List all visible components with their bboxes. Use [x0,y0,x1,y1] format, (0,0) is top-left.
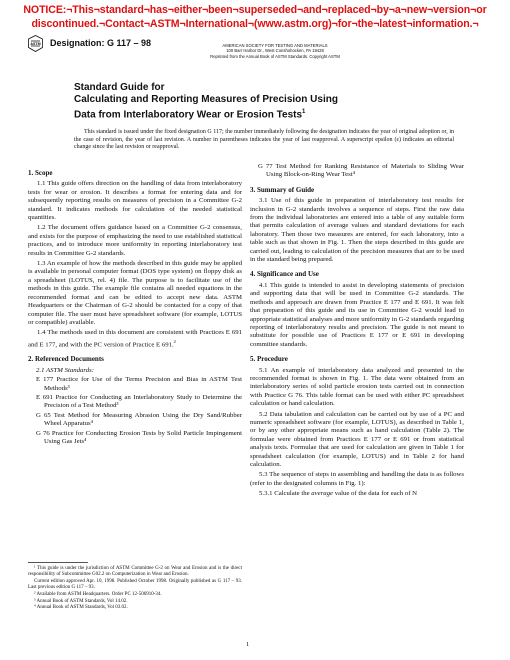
paragraph-5-2: 5.2 Data tabulation and calculation can be carried out by use of a PC and numeric spreadsheet software (for example, LOTUS), as described in Table 1, or by any other appropriate means such as hand calculation (Table 2). The formulae were obtained from Practices E 177 or E 691 or from statistical analysis texts. Formulae that are used for calculation are given in Table 1 for spreadsheet calculation (for example, LOTUS) and in Table 2 for hand calculation. [250,410,464,468]
footnote-2: ² Available from ASTM Headquarters. Order PC 12-506910-34. [34,591,162,597]
astm-logo-icon [28,35,43,52]
left-column [28,163,242,447]
footnote-1: ¹ This guide is under the jurisdiction of ASTM Committee G-2 on Wear and Erosion and is the direct responsibility of Subcommittee G02.2 on Computerization in Wear and Erosion. [28,566,242,578]
notice-line-1: NOTICE:¬This¬standard¬has¬either¬been¬superseded¬and¬replaced¬by¬a¬new¬version¬or [23,4,487,16]
reference-g76: G 76 Practice for Conducting Erosion Tests by Solid Particle Impingement Using Gas Jets⁴ [36,429,242,446]
notice-banner [0,3,510,31]
title-line-1: Standard Guide for [74,82,165,93]
title-line-3: Data from Interlaboratory Wear or Erosion Tests [74,109,303,121]
procedure-heading: 5. Procedure [250,355,288,364]
paragraph-3-1: 3.1 Use of this guide in preparation of interlaboratory test results for inclusion in G-2 standards involves a sequence of steps. First the raw data from the individual laboratories are entered into a table of any suitable form that permits calculation of average values and standard deviations for each laboratory. Then those two measures are entered, for each laboratory, into a table such as that shown in Fig. 1. Then the steps described in this guide are carried out, leading to calculation of the precision measures that are to be used in the standard being prepared. [250,197,464,264]
society-address: 100 Barr Harbor Dr., West Conshohocken, PA 19428 [226,48,324,54]
paragraph-5-3-1: 5.3.1 Calculate the average value of the data for each of N [259,490,418,498]
standard-note: This standard is issued under the fixed designation G 117; the number immediately following the designation indicates the year of original adoption or, in the case of revision, the year of last revision. A number in parentheses indicates the year of last reapproval. A superscript epsilon (ε) indicates an editorial change since the last revision or reapproval. [74,129,454,151]
footnotes [28,566,242,612]
summary-heading: 3. Summary of Guide [250,185,315,194]
footnote-edition: Current edition approved Apr. 10, 1998. Published October 1998. Originally published as G 117 – 93. Last previous edition G 117 – 93. [28,578,242,591]
reference-g65: G 65 Test Method for Measuring Abrasion Using the Dry Sand/Rubber Wheel Apparatus⁴ [36,411,242,428]
paragraph-1-3: 1.3 An example of how the methods described in this guide may be applied is available in personal computer format (DOS type system) on floppy disk as a spreadsheet (LOTUS, rel. 4) file. The purpose is to facilitate use of the methods in this guide. The example file contains all needed equations in the recommended format and can be edited to accept new data. ASTM Headquarters or the Chairman of G-2 should be contacted for a copy of that computer file. The user must have spreadsheet software (for example, LOTUS or compatible) available. [28,260,242,326]
referenced-documents-heading: 2. Referenced Documents [28,355,104,364]
document-title [74,82,454,121]
notice-line-2: discontinued.¬Contact¬ASTM¬International¬(www.astm.org)¬for¬the¬latest¬information.¬ [31,18,479,30]
title-line-2: Calculating and Reporting Measures of Precision Using [74,94,338,105]
paragraph-4-1: 4.1 This guide is intended to assist in developing statements of precision and supporting data that will be used in Committee G-2 standards. The methods and approach are drawn from Practice E 177 and E 691. It was felt that preparation of this guide and its use in Committee G-2 would lead to appropriate statistical analyses and more uniformity in G-2 standards regarding reporting of interlaboratory results and precision. The guide is not meant to substitute for possible use of Practices E 177 or E 691 in developing committee standards. [250,281,464,348]
title-footnote-ref: 1 [302,109,306,115]
svg-text:ASTM: ASTM [30,41,41,46]
paragraph-1-2: 1.2 The document offers guidance based on a Committee G-2 consensus, and exists for the purpose of emphasizing the need to use established statistical practices, and to introduce more uniformity in reporting interlaboratory test results in Committee G-2 standards. [28,224,242,257]
paragraph-5-1: 5.1 An example of interlaboratory data analyzed and presented in the recommended format is shown in Fig. 1. The data were obtained from an interlaboratory series of solid particle erosion tests carried out in connection with Practice G 76. This table format can be used with either PC spreadsheet calculation or hand calculation. [250,366,464,408]
page-number: 1 [246,641,250,648]
right-column [250,163,464,501]
reference-g77: G 77 Test Method for Ranking Resistance of Materials to Sliding Wear Using Block-on-Ring Wear Test⁴ [258,163,464,179]
significance-heading: 4. Significance and Use [250,270,319,279]
scope-heading: 1. Scope [28,169,53,177]
paragraph-1-4: 1.4 The methods used in this document are consistent with Practices E 691 and E 177, and with the PC version of Practice E 691.$^2$ [28,329,242,348]
astm-standards-label: 2.1 ASTM Standards: [36,366,94,374]
reference-e691: E 691 Practice for Conducting an Interlaboratory Study to Determine the Precision of a Test Method³ [36,394,242,410]
paragraph-5-3: 5.3 The sequence of steps in assembling and handling the data is as follows (refer to the designated columns in Fig. 1): [250,471,464,487]
society-name: AMERICAN SOCIETY FOR TESTING AND MATERIALS [222,43,328,48]
footnote-3: ³ Annual Book of ASTM Standards, Vol 14.02. [34,598,128,604]
footnote-4: ⁴ Annual Book of ASTM Standards, Vol 03.02. [34,605,128,611]
reprint-note: Reprinted from the Annual Book of ASTM Standards. Copyright ASTM [210,53,340,59]
footnote-divider [28,562,88,563]
reference-e177: E 177 Practice for Use of the Terms Precision and Bias in ASTM Test Methods³ [36,376,242,392]
society-header [190,43,360,59]
paragraph-1-1: 1.1 This guide offers direction on the handling of data from interlaboratory tests for wear or erosion. It describes a format for entering data and for subsequently reporting results on measures of precision in a Committee G-2 standard. It indicates methods for calculation of the needed statistical quantities. [28,180,242,222]
designation: Designation: G 117 – 98 [50,38,152,48]
